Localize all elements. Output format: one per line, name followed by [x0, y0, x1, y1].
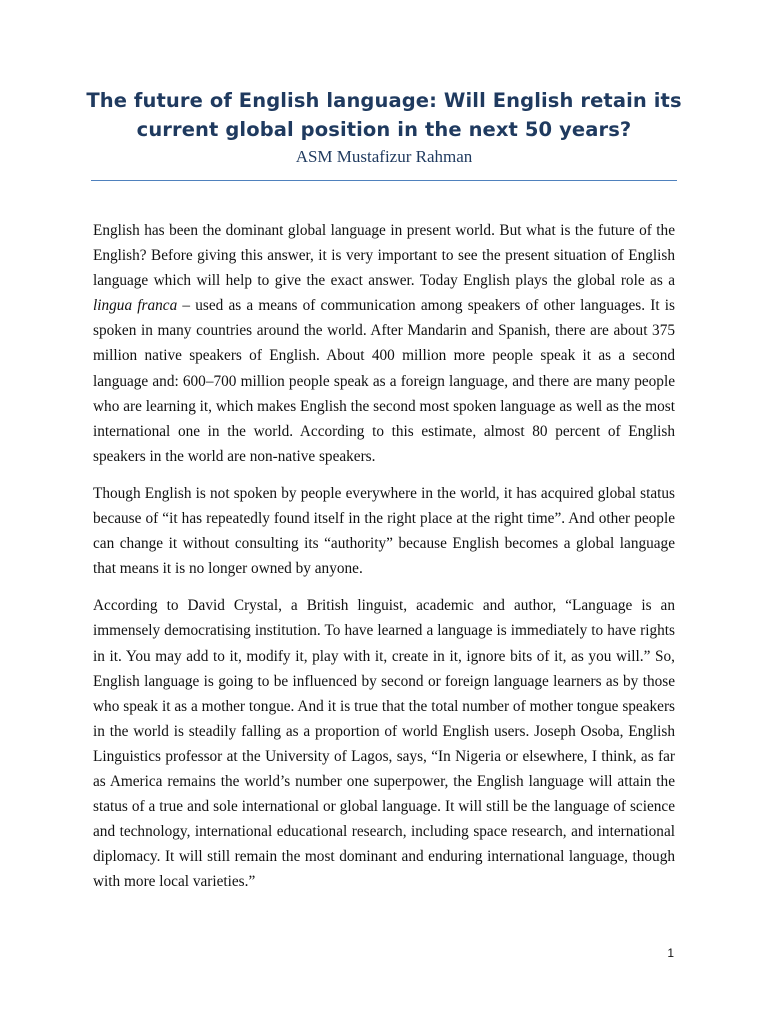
paragraph-3: According to David Crystal, a British linguist, academic and author, “Language is an immensely democratising institution. To have learned a language is immediately to have rights in it. You may add to it, modify it, play with it, create in it, ignore bits of it, as you will.” So, English language is going to be influenced by second or foreign language learners as by those who speak it as a mother tongue. And it is true that the total number of mother tongue speakers in the world is steadily falling as a proportion of world English users. Joseph Osoba, English Linguistics professor at the University of Lagos, says, “In Nigeria or elsewhere, I think, as far as America remains the world’s number one superpower, the English language will attain the status of a true and sole international or global language. It will still be the language of science and technology, international educational research, including space research, and international diplomacy. It will still remain the most dominant and enduring international language, though with more local varieties.” [93, 597, 675, 891]
paragraph-1-italic-term: lingua franca [93, 297, 178, 315]
paragraph-1-text-start: English has been the dominant global language in present world. But what is the future of the English? Before giving this answer, it is very important to see the present situation of English language which will help to give the exact answer. Today English plays the global role as a [93, 222, 675, 290]
document-title: The future of English language: Will English retain its current global position in the next 50 years? [86, 89, 682, 141]
paragraph-1 [93, 218, 675, 469]
document-body [93, 218, 675, 906]
paragraph-1-text-end: – used as a means of communication among speakers of other languages. It is spoken in many countries around the world. After Mandarin and Spanish, there are about 375 million native speakers of English. About 400 million more people speak it as a second language and: 600–700 million people speak as a foreign language, and there are many people who are learning it, which makes English the second most spoken language as well as the most international one in the world. According to this estimate, almost 80 percent of English speakers in the world are non-native speakers. [93, 297, 675, 465]
page-number: 1 [667, 946, 674, 960]
title-divider [91, 180, 677, 181]
document-author: ASM Mustafizur Rahman [295, 147, 473, 166]
paragraph-2: Though English is not spoken by people everywhere in the world, it has acquired global status because of “it has repeatedly found itself in the right place at the right time”. And other people can change it without consulting its “authority” because English becomes a global language that means it is no longer owned by anyone. [93, 484, 675, 578]
